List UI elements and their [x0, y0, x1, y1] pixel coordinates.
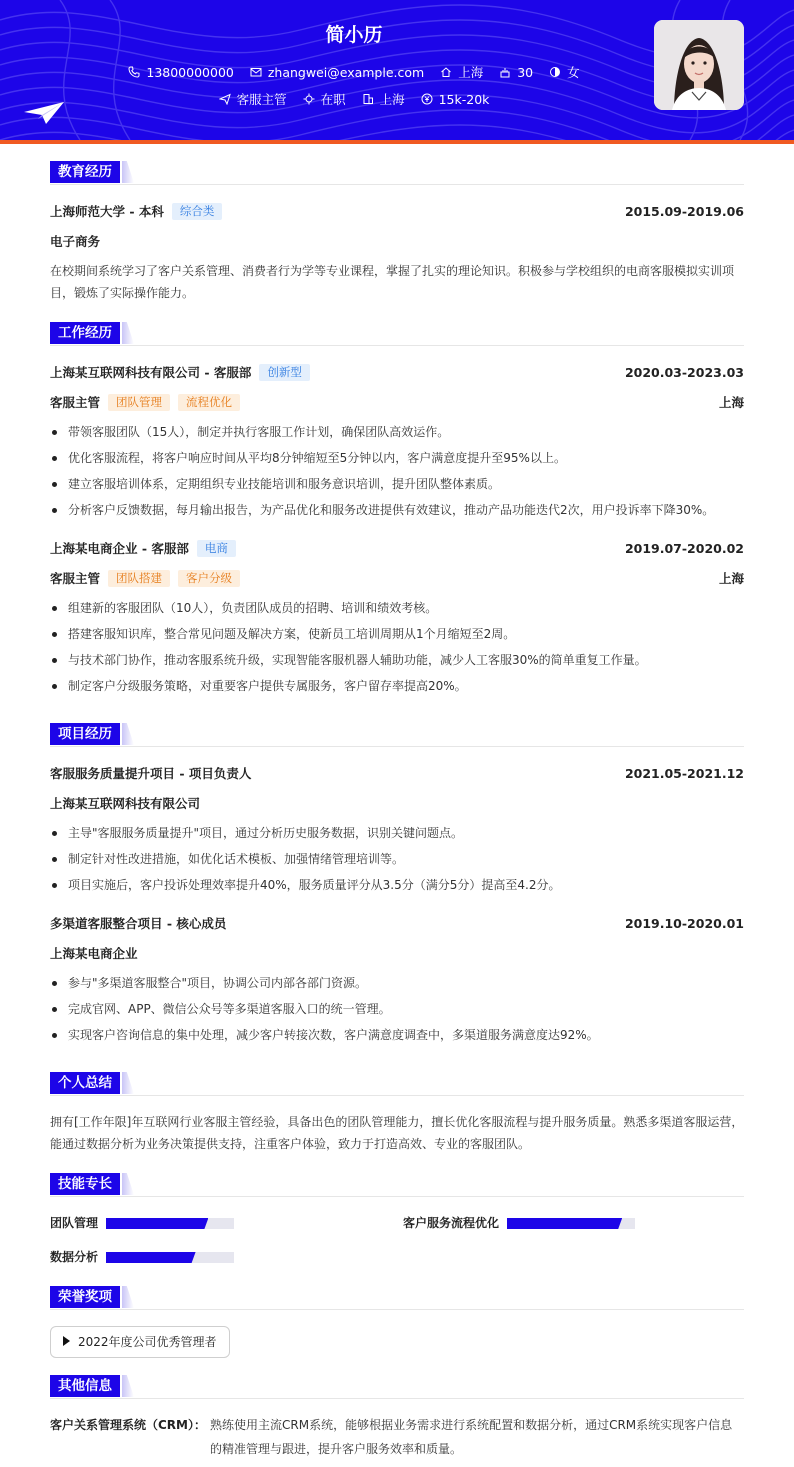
work-1-company [50, 363, 310, 383]
bullet-item: 搭建客服知识库，整合常见问题及解决方案，使新员工培训周期从1个月缩短至2周。 [50, 621, 744, 647]
send-icon [219, 93, 231, 105]
school-tag: 综合类 [172, 203, 223, 220]
mail-icon [250, 66, 262, 78]
skill-label: 数据分析 [50, 1250, 99, 1264]
education-school [50, 202, 222, 222]
role-tag: 客户分级 [178, 570, 240, 587]
work-1-period: 2020.03-2023.03 [624, 365, 744, 380]
project-1-org-row [50, 794, 744, 814]
bullet-item: 参与"多渠道客服整合"项目，协调公司内部各部门资源。 [50, 970, 744, 996]
work-1-header [50, 363, 744, 383]
project-2-org: 上海某电商企业 [50, 946, 138, 961]
section-title-tail [122, 161, 134, 183]
paper-plane-logo [24, 100, 64, 126]
avatar-photo [654, 20, 744, 110]
section-title-projects: 项目经历 [50, 723, 120, 745]
salary-info [421, 92, 490, 107]
skill-bar [507, 1218, 635, 1229]
bullet-item: 分析客户反馈数据，每月输出报告，为产品优化和服务改进提供有效建议，推动产品功能迭代2次，用户投诉率下降30%。 [50, 497, 744, 523]
education-header-row [50, 202, 744, 222]
project-2-header [50, 914, 744, 934]
work-1-bullets [50, 419, 744, 523]
section-title-tail [122, 1286, 134, 1308]
skill-bar [106, 1252, 234, 1263]
work-2-location: 上海 [718, 571, 744, 586]
project-2-bullets [50, 970, 744, 1048]
phone-icon [128, 66, 140, 78]
status-icon [303, 93, 315, 105]
age-info [499, 65, 533, 80]
section-title-tail [122, 1072, 134, 1094]
status-text: 在职 [320, 92, 346, 107]
work-2-role-row [50, 569, 744, 589]
status-info [303, 90, 346, 108]
salary-text: 15k-20k [438, 92, 490, 107]
education-major: 电子商务 [50, 234, 101, 249]
target-city-text: 上海 [379, 92, 405, 107]
triangle-icon [63, 1336, 70, 1346]
project-2-org-row [50, 944, 744, 964]
project-2-period: 2019.10-2020.01 [624, 916, 744, 931]
skill-process-optimization [403, 1213, 643, 1233]
other-info-key: 客户关系管理系统（CRM）： [50, 1418, 206, 1432]
section-title-tail [122, 322, 134, 344]
role-tag: 团队管理 [108, 394, 170, 411]
contact-row [0, 63, 708, 81]
bullet-item: 优化客服流程，将客户响应时间从平均8分钟缩短至5分钟以内，客户满意度提升至95%以上。 [50, 445, 744, 471]
work-2-header [50, 539, 744, 559]
section-skills [50, 1173, 744, 1197]
section-title-summary: 个人总结 [50, 1072, 120, 1094]
project-1-bullets [50, 820, 744, 898]
cake-icon [499, 66, 511, 78]
project-1-period: 2021.05-2021.12 [624, 766, 744, 781]
work-1-role [50, 393, 240, 413]
role-name: 客服主管 [50, 395, 101, 410]
job-intent-row [0, 90, 708, 108]
company-name: 上海某电商企业 - 客服部 [50, 541, 189, 556]
age-text: 30 [517, 65, 534, 80]
gender-info [549, 63, 580, 81]
company-tag: 电商 [197, 540, 236, 557]
section-work [50, 322, 744, 346]
project-1-header [50, 764, 744, 784]
work-1-role-row [50, 393, 744, 413]
section-projects [50, 723, 744, 747]
award-text: 2022年度公司优秀管理者 [78, 1335, 217, 1349]
gender-text: 女 [567, 65, 580, 80]
skill-bar-fill [106, 1252, 196, 1263]
skill-label: 客户服务流程优化 [403, 1216, 500, 1230]
job-title-info [219, 90, 287, 108]
bullet-item: 实现客户咨询信息的集中处理，减少客户转接次数，客户满意度调查中，多渠道服务满意度达92%。 [50, 1022, 744, 1048]
section-title-awards: 荣誉奖项 [50, 1286, 120, 1308]
bullet-item: 主导"客服服务质量提升"项目，通过分析历史服务数据，识别关键问题点。 [50, 820, 744, 846]
education-major-row [50, 232, 744, 252]
gender-icon [549, 66, 561, 78]
section-title-tail [122, 723, 134, 745]
project-1-name: 客服服务质量提升项目 - 项目负责人 [50, 766, 252, 781]
company-tag: 创新型 [259, 364, 310, 381]
section-title-other: 其他信息 [50, 1375, 120, 1397]
bullet-item: 完成官网、APP、微信公众号等多渠道客服入口的统一管理。 [50, 996, 744, 1022]
building-icon [362, 93, 374, 105]
resume-header [0, 0, 794, 140]
skill-data-analysis [50, 1247, 240, 1267]
skill-bar-fill [106, 1218, 208, 1229]
bullet-item: 项目实施后，客户投诉处理效率提升40%，服务质量评分从3.5分（满分5分）提高至4.2分。 [50, 872, 744, 898]
city-info [440, 63, 483, 81]
section-title-skills: 技能专长 [50, 1173, 120, 1195]
skill-bar-fill [507, 1218, 622, 1229]
bullet-item: 制定针对性改进措施，如优化话术模板、加强情绪管理培训等。 [50, 846, 744, 872]
work-2-company [50, 539, 236, 559]
award-item [50, 1326, 230, 1358]
bullet-item: 建立客服培训体系，定期组织专业技能培训和服务意识培训，提升团队整体素质。 [50, 471, 744, 497]
skill-team-management [50, 1213, 240, 1233]
email-text: zhangwei@example.com [267, 65, 425, 80]
job-title-text: 客服主管 [236, 92, 287, 107]
skill-bar [106, 1218, 234, 1229]
section-title-education: 教育经历 [50, 161, 120, 183]
section-other [50, 1375, 744, 1399]
bullet-item: 带领客服团队（15人），制定并执行客服工作计划，确保团队高效运作。 [50, 419, 744, 445]
section-title-tail [122, 1375, 134, 1397]
phone-info [128, 65, 233, 80]
email-info [250, 65, 424, 80]
role-name: 客服主管 [50, 571, 101, 586]
bullet-item: 制定客户分级服务策略，对重要客户提供专属服务，客户留存率提高20%。 [50, 673, 744, 699]
section-title-tail [122, 1173, 134, 1195]
school-name: 上海师范大学 - 本科 [50, 204, 164, 219]
skill-label: 团队管理 [50, 1216, 99, 1230]
company-name: 上海某互联网科技有限公司 - 客服部 [50, 365, 252, 380]
avatar-illustration [654, 20, 744, 110]
summary-text: 拥有[工作年限]年互联网行业客服主管经验，具备出色的团队管理能力，擅长优化客服流程与提升服务质量。熟悉多渠道客服运营，能通过数据分析为业务决策提供支持，注重客户体验，致力于打造高效、专业的客服团队。 [50, 1115, 744, 1151]
phone-text: 13800000000 [146, 65, 234, 80]
other-info-value: 熟练使用主流CRM系统，能够根据业务需求进行系统配置和数据分析，通过CRM系统实现客户信息的精准管理与跟进，提升客户服务效率和质量。 [210, 1418, 733, 1456]
work-1-location: 上海 [718, 395, 744, 410]
project-2-name: 多渠道客服整合项目 - 核心成员 [50, 916, 227, 931]
section-education [50, 161, 744, 185]
work-2-period: 2019.07-2020.02 [624, 541, 744, 556]
city-text: 上海 [458, 65, 484, 80]
candidate-name: 简小历 [325, 24, 383, 46]
section-summary [50, 1072, 744, 1096]
role-tag: 流程优化 [178, 394, 240, 411]
money-icon [421, 93, 433, 105]
bullet-item: 与技术部门协作，推动客服系统升级，实现智能客服机器人辅助功能，减少人工客服30%的简单重复工作量。 [50, 647, 744, 673]
section-awards [50, 1286, 744, 1310]
section-title-work: 工作经历 [50, 322, 120, 344]
header-accent-bar [0, 140, 794, 144]
home-icon [440, 66, 452, 78]
project-1-org: 上海某互联网科技有限公司 [50, 796, 201, 811]
bullet-item: 组建新的客服团队（10人），负责团队成员的招聘、培训和绩效考核。 [50, 595, 744, 621]
target-city-info [362, 90, 405, 108]
education-description: 在校期间系统学习了客户关系管理、消费者行为学等专业课程，掌握了扎实的理论知识。积极参与学校组织的电商客服模拟实训项目，锻炼了实际操作能力。 [50, 264, 735, 300]
role-tag: 团队搭建 [108, 570, 170, 587]
education-period: 2015.09-2019.06 [624, 204, 744, 219]
work-2-role [50, 569, 240, 589]
work-2-bullets [50, 595, 744, 699]
